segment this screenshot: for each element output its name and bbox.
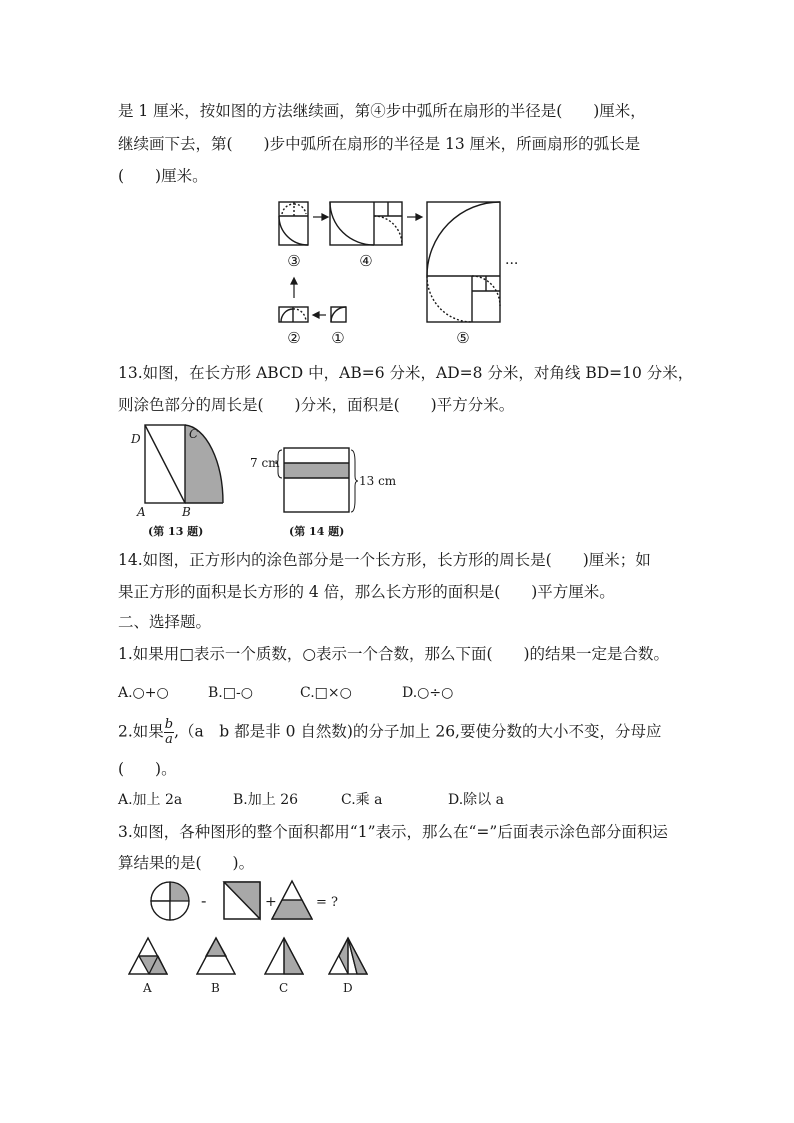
c3-op-eq: = ? bbox=[316, 895, 338, 910]
c3-figure bbox=[120, 875, 380, 1000]
q13-caption: (第 13 题) bbox=[148, 525, 204, 538]
q13-line-1: 13.如图，在长方形 ABCD 中，AB=6 分米，AD=8 分米，对角线 BD=10 分米， bbox=[118, 364, 694, 382]
c1-options bbox=[118, 683, 453, 703]
q13-point-d: D bbox=[131, 432, 141, 446]
c3-option-d-label[interactable]: D bbox=[343, 981, 353, 995]
c1-option-c[interactable]: C.□×○ bbox=[300, 685, 352, 701]
c3-option-c-label[interactable]: C bbox=[279, 981, 289, 995]
q14-line-2: 果正方形的面积是长方形的 4 倍，那么长方形的面积是( )平方厘米。 bbox=[118, 583, 615, 601]
section-title: 二、选择题。 bbox=[118, 613, 212, 631]
c2-option-c[interactable]: C.乘 a bbox=[341, 792, 383, 808]
c2-fraction bbox=[164, 718, 174, 747]
c1-option-a[interactable]: A.○+○ bbox=[118, 685, 169, 701]
c2-option-d[interactable]: D.除以 a bbox=[448, 792, 504, 808]
c2-options bbox=[118, 790, 504, 810]
q13-figure bbox=[125, 418, 235, 543]
q13-line-2: 则涂色部分的周长是( )分米，面积是( )平方分米。 bbox=[118, 396, 515, 414]
step5-label: ⑤ bbox=[456, 329, 470, 347]
q14-line-1: 14.如图，正方形内的涂色部分是一个长方形，长方形的周长是( )厘米；如 bbox=[118, 551, 651, 569]
q14-caption: (第 14 题) bbox=[289, 525, 345, 538]
q13-point-a: A bbox=[137, 505, 146, 519]
c3-op-minus: - bbox=[201, 891, 207, 910]
c2-frac-num: b bbox=[164, 717, 174, 732]
c3-option-b-label[interactable]: B bbox=[211, 981, 220, 995]
ellipsis: ... bbox=[505, 252, 519, 268]
step4-label: ④ bbox=[359, 252, 373, 270]
c3-option-a-label[interactable]: A bbox=[143, 981, 152, 995]
q14-label-13cm: 13 cm bbox=[359, 474, 397, 488]
c2-stem-b: ,（a b 都是非 0 自然数)的分子加上 26,要使分数的大小不变，分母应 bbox=[174, 722, 662, 741]
c2-frac-den: a bbox=[165, 732, 173, 747]
q14-label-7cm: 7 cm bbox=[250, 456, 280, 470]
c2-option-a[interactable]: A.加上 2a bbox=[118, 792, 183, 808]
c2-stem bbox=[118, 718, 661, 747]
c1-option-b[interactable]: B.□-○ bbox=[208, 685, 253, 701]
step2-label: ② bbox=[287, 329, 301, 347]
q13-point-c: C bbox=[189, 427, 199, 441]
q12-line-3: ( )厘米。 bbox=[118, 167, 208, 185]
c2-option-b[interactable]: B.加上 26 bbox=[233, 792, 299, 808]
c2-stem-a: 2.如果 bbox=[118, 722, 164, 741]
q12-line-1: 是 1 厘米，按如图的方法继续画，第④步中弧所在扇形的半径是( )厘米， bbox=[118, 102, 646, 120]
q12-line-2: 继续画下去，第( )步中弧所在扇形的半径是 13 厘米，所画扇形的弧长是 bbox=[118, 135, 641, 153]
step1-label: ① bbox=[331, 329, 345, 347]
c3-line-1: 3.如图，各种图形的整个面积都用“1”表示，那么在“=”后面表示涂色部分面积运 bbox=[118, 823, 668, 841]
c1-stem: 1.如果用□表示一个质数，○表示一个合数，那么下面( )的结果一定是合数。 bbox=[118, 645, 670, 663]
q14-figure bbox=[245, 418, 405, 543]
q13-point-b: B bbox=[182, 505, 191, 519]
c2-stem-c: ( )。 bbox=[118, 760, 177, 778]
step3-label: ③ bbox=[287, 252, 301, 270]
c3-line-2: 算结果的是( )。 bbox=[118, 854, 255, 872]
c1-option-d[interactable]: D.○÷○ bbox=[402, 685, 454, 701]
q12-spiral-figure bbox=[270, 195, 530, 350]
c3-op-plus: + bbox=[265, 894, 277, 910]
